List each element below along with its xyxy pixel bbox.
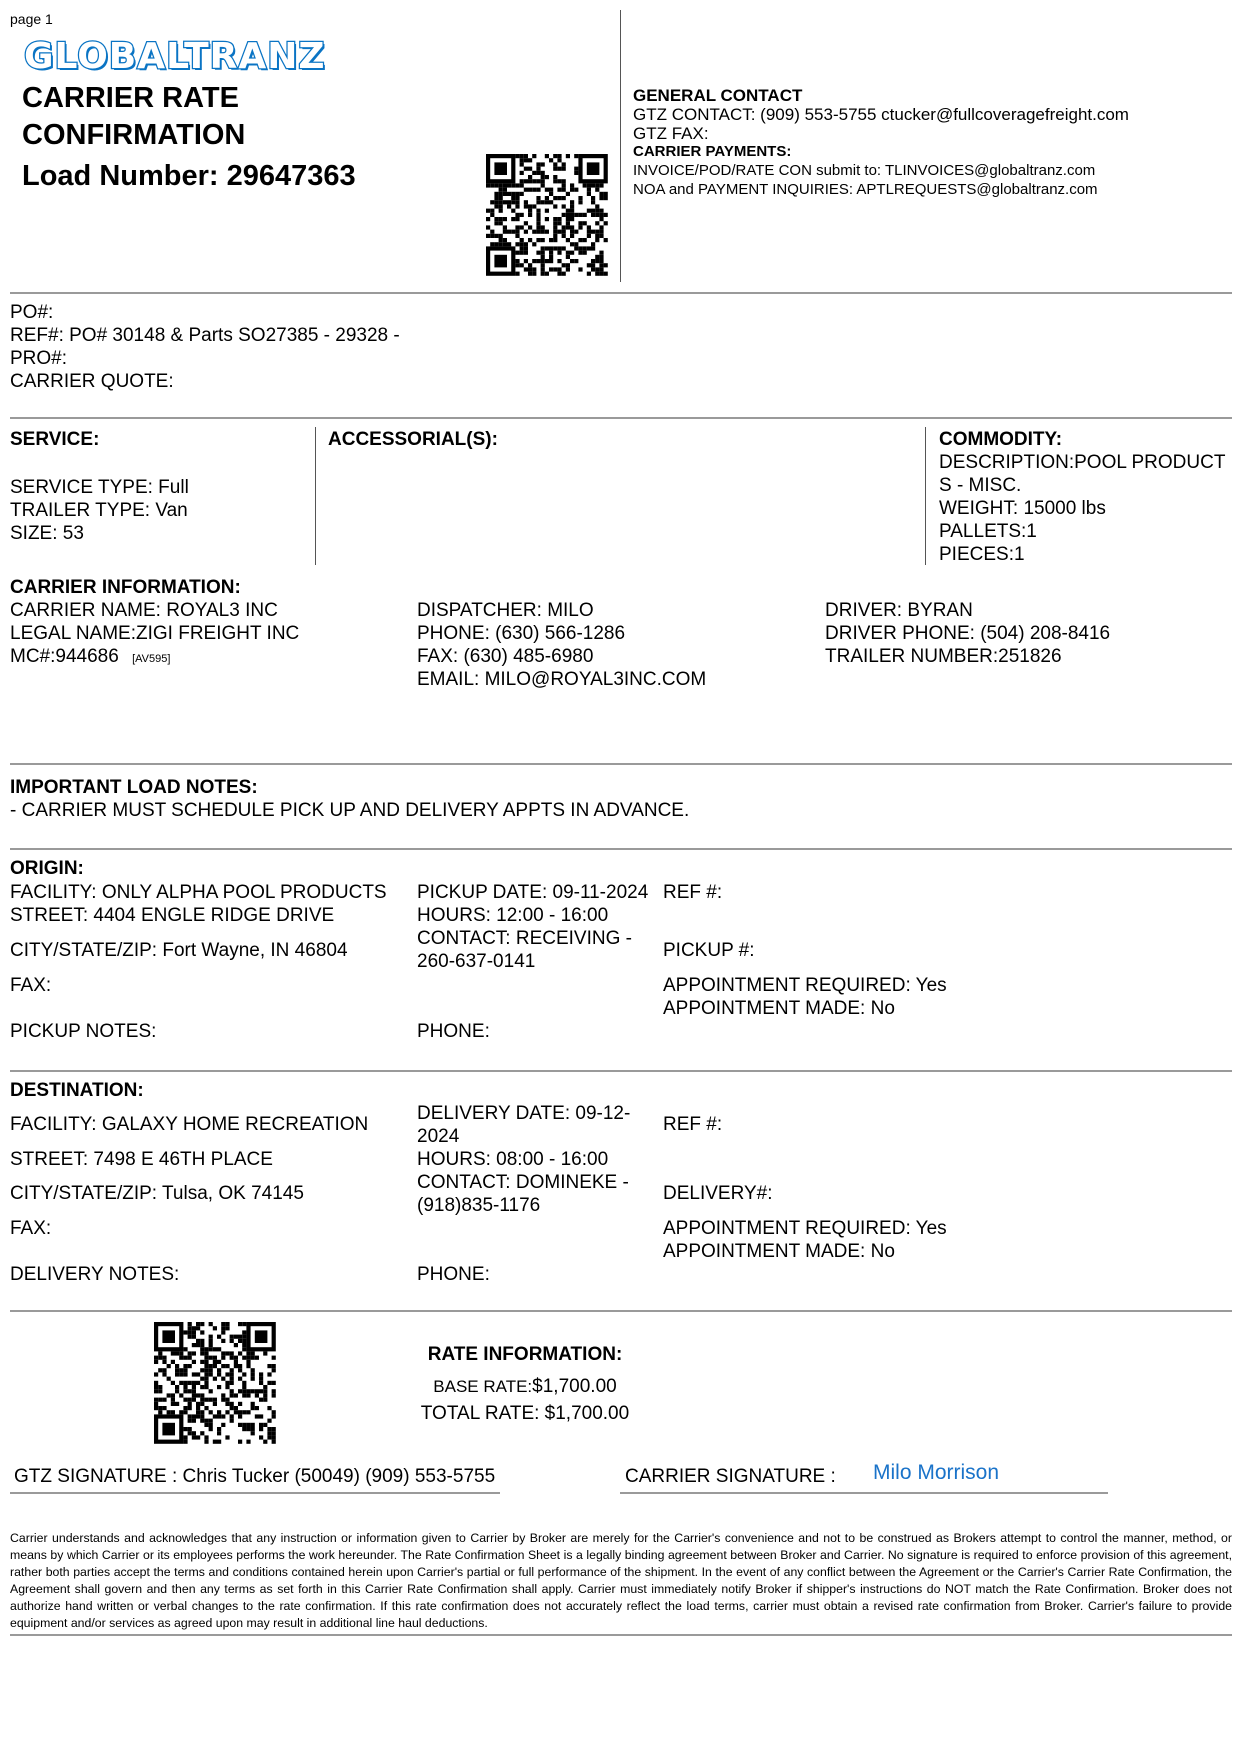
title-line-1: CARRIER RATE <box>22 82 239 114</box>
dispatcher-name: DISPATCHER: MILO <box>417 600 594 621</box>
gtz-contact: GTZ CONTACT: (909) 553-5755 ctucker@fullcoveragefreight.com <box>633 105 1129 124</box>
load-notes-block <box>10 776 689 822</box>
carrier-quote: CARRIER QUOTE: <box>10 371 174 392</box>
commodity-description-cont: S - MISC. <box>939 475 1022 496</box>
carrier-signature: Milo Morrison <box>873 1461 1000 1484</box>
load-notes-heading: IMPORTANT LOAD NOTES: <box>10 777 258 798</box>
legal-name: LEGAL NAME:ZIGI FREIGHT INC <box>10 623 300 644</box>
mc-tag: [AV595] <box>132 653 171 665</box>
divider <box>10 848 1232 850</box>
accessorials-heading: ACCESSORIAL(S): <box>328 429 498 450</box>
dispatcher-block <box>417 599 706 691</box>
trailer-size: SIZE: 53 <box>10 523 84 544</box>
delivery-hours: HOURS: 08:00 - 16:00 <box>417 1149 609 1170</box>
pickup-hours: HOURS: 12:00 - 16:00 <box>417 905 609 926</box>
base-rate-label: BASE RATE: <box>433 1377 533 1396</box>
page-number: page 1 <box>10 11 53 27</box>
divider <box>10 1070 1232 1072</box>
rate-block <box>420 1343 630 1425</box>
destination-city-state-zip: CITY/STATE/ZIP: Tulsa, OK 74145 <box>10 1183 304 1204</box>
origin-facility: FACILITY: ONLY ALPHA POOL PRODUCTS <box>10 882 387 903</box>
destination-street: STREET: 7498 E 46TH PLACE <box>10 1149 273 1170</box>
pickup-contact-phone: 260-637-0141 <box>417 951 536 972</box>
gtz-signature-line <box>10 1492 500 1494</box>
commodity-pieces: PIECES:1 <box>939 544 1025 565</box>
pickup-number: PICKUP #: <box>663 940 755 961</box>
commodity-heading: COMMODITY: <box>939 429 1063 450</box>
column-divider <box>315 427 316 565</box>
delivery-number: DELIVERY#: <box>663 1183 773 1204</box>
delivery-contact: CONTACT: DOMINEKE - <box>417 1172 629 1193</box>
delivery-contact-phone: (918)835-1176 <box>417 1195 541 1216</box>
gtz-fax: GTZ FAX: <box>633 124 709 143</box>
base-rate-value: $1,700.00 <box>532 1376 617 1397</box>
base-rate <box>420 1375 630 1398</box>
carrier-info-heading: CARRIER INFORMATION: <box>10 577 241 598</box>
globaltranz-logo: GLOBALTRANZ <box>24 36 326 77</box>
origin-ref: REF #: <box>663 882 723 903</box>
destination-heading: DESTINATION: <box>10 1080 144 1101</box>
origin-phone: PHONE: <box>417 1021 490 1042</box>
destination-phone: PHONE: <box>417 1264 490 1285</box>
qr-code-footer <box>154 1322 276 1444</box>
invoice-submit-line: INVOICE/POD/RATE CON submit to: TLINVOICES@globaltranz.com <box>633 162 1096 179</box>
title-line-2: CONFIRMATION <box>22 119 246 151</box>
mc-number-value: MC#:944686 <box>10 646 119 667</box>
general-contact-heading: GENERAL CONTACT <box>633 86 803 105</box>
carrier-info-block <box>10 576 299 671</box>
pickup-date: PICKUP DATE: 09-11-2024 <box>417 882 649 903</box>
column-divider <box>925 427 926 565</box>
load-number: Load Number: 29647363 <box>22 160 356 192</box>
pickup-notes: PICKUP NOTES: <box>10 1021 157 1042</box>
service-block <box>10 428 189 545</box>
dispatcher-email: EMAIL: MILO@ROYAL3INC.COM <box>417 669 707 690</box>
carrier-signature-label: CARRIER SIGNATURE : <box>625 1466 836 1487</box>
dispatcher-phone: PHONE: (630) 566-1286 <box>417 623 626 644</box>
carrier-payments-heading: CARRIER PAYMENTS: <box>633 143 792 160</box>
po-number: PO#: <box>10 302 54 323</box>
qr-code-header <box>486 154 608 276</box>
ref-number: REF#: PO# 30148 & Parts SO27385 - 29328 - <box>10 325 400 346</box>
origin-city-state-zip: CITY/STATE/ZIP: Fort Wayne, IN 46804 <box>10 940 348 961</box>
carrier-name: CARRIER NAME: ROYAL3 INC <box>10 600 278 621</box>
origin-appointment-required: APPOINTMENT REQUIRED: Yes <box>663 975 947 996</box>
destination-facility: FACILITY: GALAXY HOME RECREATION <box>10 1114 369 1135</box>
total-rate: TOTAL RATE: $1,700.00 <box>420 1403 630 1424</box>
pickup-contact: CONTACT: RECEIVING - <box>417 928 632 949</box>
destination-ref: REF #: <box>663 1114 723 1135</box>
trailer-type: TRAILER TYPE: Van <box>10 500 188 521</box>
origin-appointment-made: APPOINTMENT MADE: No <box>663 998 895 1019</box>
driver-phone: DRIVER PHONE: (504) 208-8416 <box>825 623 1111 644</box>
commodity-weight: WEIGHT: 15000 lbs <box>939 498 1106 519</box>
destination-fax: FAX: <box>10 1218 52 1239</box>
commodity-description: DESCRIPTION:POOL PRODUCT <box>939 452 1226 473</box>
divider <box>10 417 1232 419</box>
commodity-block <box>939 428 1225 566</box>
driver-block <box>825 599 1110 668</box>
general-contact-block <box>633 86 1129 199</box>
divider <box>10 1634 1232 1636</box>
rate-heading: RATE INFORMATION: <box>427 1344 623 1365</box>
delivery-date: DELIVERY DATE: 09-12- <box>417 1103 631 1124</box>
divider <box>10 292 1232 294</box>
destination-appointment-required: APPOINTMENT REQUIRED: Yes <box>663 1218 947 1239</box>
service-type: SERVICE TYPE: Full <box>10 477 189 498</box>
gtz-signature: GTZ SIGNATURE : Chris Tucker (50049) (909) 553-5755 <box>14 1466 496 1487</box>
load-note: - CARRIER MUST SCHEDULE PICK UP AND DELIVERY APPTS IN ADVANCE. <box>10 800 690 821</box>
carrier-signature-line <box>620 1492 1108 1494</box>
delivery-notes: DELIVERY NOTES: <box>10 1264 180 1285</box>
references-block <box>10 301 400 393</box>
header-divider <box>620 10 621 282</box>
noa-inquiries-line: NOA and PAYMENT INQUIRIES: APTLREQUESTS@globaltranz.com <box>633 181 1098 198</box>
mc-number <box>10 645 299 671</box>
dispatcher-fax: FAX: (630) 485-6980 <box>417 646 594 667</box>
divider <box>10 1310 1232 1312</box>
origin-street: STREET: 4404 ENGLE RIDGE DRIVE <box>10 905 335 926</box>
commodity-pallets: PALLETS:1 <box>939 521 1037 542</box>
pro-number: PRO#: <box>10 348 68 369</box>
delivery-date-year: 2024 <box>417 1126 460 1147</box>
destination-appointment-made: APPOINTMENT MADE: No <box>663 1241 895 1262</box>
origin-heading: ORIGIN: <box>10 858 84 879</box>
legal-disclaimer: Carrier understands and acknowledges that any instruction or information given to Carrier by Broker are merely for the Carrier's convenience and not to be construed as Brokers attempt to control the manner, method, or means by which Carrier or its employees performs the work hereunder. The Rate Confirmation Sheet is a legally binding agreement between Broker and Carrier. No signature is required to enforce provision of this agreement, rather both parties accept the terms and conditions contained herein upon Carrier's partial or full performance of the shipment. In the event of any conflict between the Agreement or the Carrier's Carrier Rate Confirmation, the Agreement shall govern and then any terms as set forth in this Carrier Rate Confirmation shall apply. Carrier must immediately notify Broker if shipper's instructions do NOT match the Rate Confirmation. Broker does not authorize hand written or verbal changes to the rate confirmation. If this rate confirmation does not accurately reflect the load terms, carrier must obtain a revised rate confirmation from Broker. Carrier's failure to provide equipment and/or services as agreed upon may result in additional line haul deductions. <box>10 1531 1232 1630</box>
origin-fax: FAX: <box>10 975 52 996</box>
divider <box>10 763 1232 765</box>
document-title <box>22 80 245 154</box>
trailer-number: TRAILER NUMBER:251826 <box>825 646 1062 667</box>
service-heading: SERVICE: <box>10 429 100 450</box>
driver-name: DRIVER: BYRAN <box>825 600 973 621</box>
